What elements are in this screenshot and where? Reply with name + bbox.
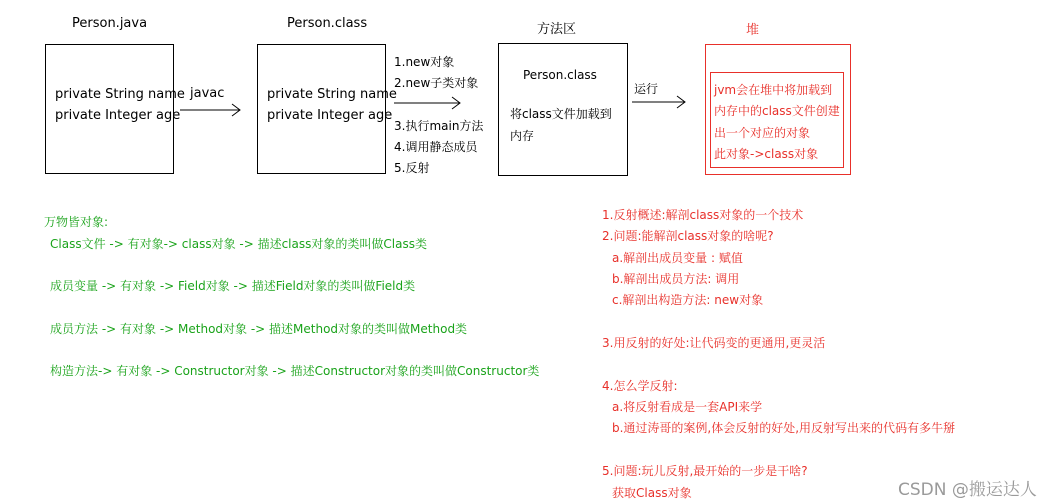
note-3: 3.用反射的好处:让代码变的更通用,更灵活 (602, 336, 826, 350)
load-trigger-new: 1.new对象 (394, 55, 455, 69)
note-4a: a.将反射看成是一套API来学 (612, 400, 763, 414)
java-field-name: private String name (55, 87, 185, 102)
heap-line-4: 此对象->class对象 (714, 147, 819, 161)
note-1: 1.反射概述:解剖class对象的一个技术 (602, 208, 804, 222)
heap-line-2: 内存中的class文件创建 (714, 104, 840, 118)
load-arrow (394, 97, 460, 109)
person-class-header: Person.class (287, 16, 368, 31)
object-line-method: 成员方法 -> 有对象 -> Method对象 -> 描述Method对象的类叫做Method类 (50, 322, 468, 336)
heap-line-1: jvm会在堆中将加载到 (714, 83, 833, 97)
person-java-header: Person.java (72, 16, 148, 31)
heap-line-3: 出一个对应的对象 (714, 126, 811, 140)
load-trigger-reflection: 5.反射 (394, 161, 430, 175)
javac-arrow (180, 104, 240, 116)
csdn-watermark: CSDN @搬运达人 (898, 480, 1037, 500)
method-area-line2: 内存 (510, 129, 535, 143)
note-2: 2.问题:能解剖class对象的啥呢? (602, 229, 774, 243)
load-trigger-main: 3.执行main方法 (394, 119, 484, 133)
note-4: 4.怎么学反射: (602, 379, 678, 393)
note-2b: b.解剖出成员方法: 调用 (612, 272, 740, 286)
method-area-line1: 将class文件加载到 (510, 107, 612, 121)
method-area-title: Person.class (523, 68, 597, 82)
method-area-header: 方法区 (537, 22, 577, 37)
java-field-age: private Integer age (55, 108, 181, 123)
object-line-class: Class文件 -> 有对象-> class对象 -> 描述class对象的类叫做Class类 (50, 237, 427, 251)
heap-header: 堆 (746, 23, 760, 38)
load-trigger-new-subclass: 2.new子类对象 (394, 76, 479, 90)
class-field-age: private Integer age (267, 108, 393, 123)
class-field-name: private String name (267, 87, 397, 102)
load-trigger-static: 4.调用静态成员 (394, 140, 478, 154)
note-2c: c.解剖出构造方法: new对象 (612, 293, 764, 307)
note-5: 5.问题:玩儿反射,最开始的一步是干啥? (602, 464, 808, 478)
everything-objects-title: 万物皆对象: (44, 215, 109, 229)
run-arrow (632, 96, 685, 108)
javac-label: javac (190, 86, 225, 101)
note-4b: b.通过涛哥的案例,体会反射的好处,用反射写出来的代码有多牛掰 (612, 421, 956, 435)
note-5-answer: 获取Class对象 (612, 486, 692, 500)
object-line-constructor: 构造方法-> 有对象 -> Constructor对象 -> 描述Constructor对象的类叫做Constructor类 (50, 364, 540, 378)
note-2a: a.解剖出成员变量 : 赋值 (612, 251, 743, 265)
run-label: 运行 (634, 82, 659, 96)
object-line-field: 成员变量 -> 有对象 -> Field对象 -> 描述Field对象的类叫做Field类 (50, 279, 416, 293)
